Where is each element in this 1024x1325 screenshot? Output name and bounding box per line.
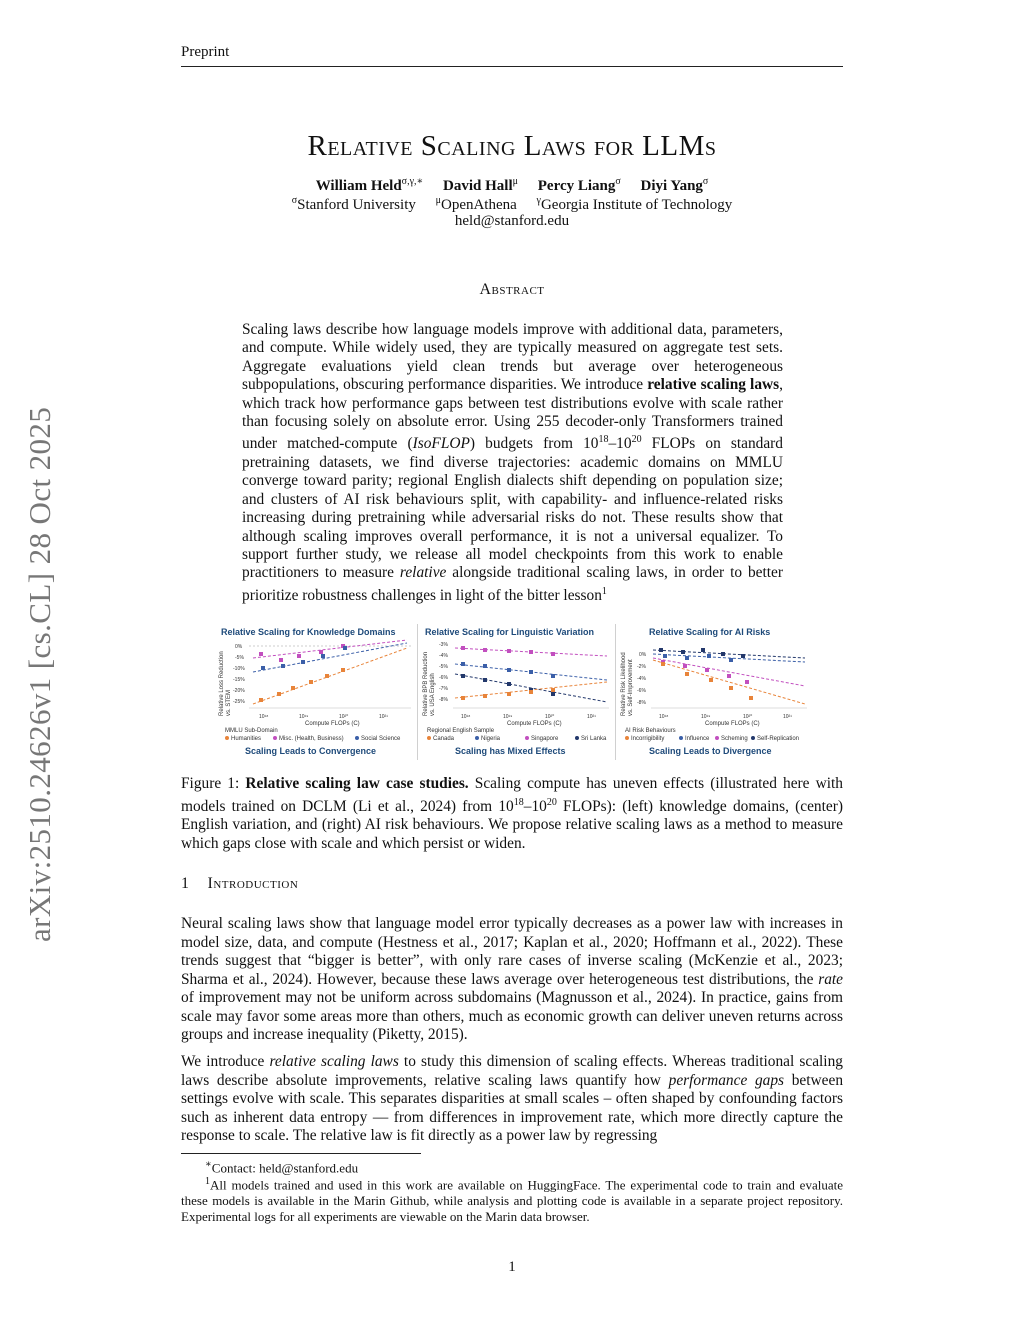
chart-ai-risks (615, 624, 810, 760)
y-tick: -15% (233, 677, 245, 683)
y-tick: -6% (637, 688, 646, 694)
y-tick: -2% (637, 664, 646, 670)
y-axis-label: Relative Loss Reduction (219, 651, 225, 716)
intro-paragraph-2: We introduce relative scaling laws to study this dimension of scaling effects. Whereas traditional scaling laws describe absolute improvements, relative scaling laws quantify how performance gaps between settings evolve with scale. This separates disparities at small scales – often shaped by confounding factors such as inherent data entropy — from differences in improvement rate, which more directly capture the response to scale. The relative law is fit directly as a power law by regressing (181, 1053, 844, 1144)
arxiv-stamp (14, 380, 58, 940)
author: Diyi Yang$^\sigma$ (640, 176, 709, 194)
affiliation-list (0, 195, 1024, 214)
x-tick: 10¹⁹ (299, 714, 309, 720)
affiliation: $^\gamma$Georgia Institute of Technology (536, 195, 733, 213)
legend-item: Incorrigibility (631, 736, 665, 742)
x-tick: 10¹⁸ (461, 714, 471, 720)
figure-1 (215, 624, 810, 760)
legend-item: Self-Replication (757, 736, 800, 742)
y-axis-label-2: vs. USA English (430, 673, 436, 716)
y-tick: -5% (439, 664, 448, 670)
legend-item: Social Science (361, 736, 401, 742)
affiliation: $^\sigma$Stanford University (291, 195, 416, 213)
x-tick: 10²¹ (783, 714, 792, 720)
x-tick: 10¹⁹ (701, 714, 711, 720)
y-tick: -4% (439, 653, 448, 659)
header-rule (181, 66, 843, 67)
y-tick: -6% (439, 675, 448, 681)
panel-footer: Scaling Leads to Convergence (245, 746, 377, 756)
panel-title: Relative Scaling for Linguistic Variation (425, 627, 595, 637)
y-tick: -8% (637, 700, 646, 706)
legend-item: Humanities (231, 736, 262, 742)
legend-item: Singapore (531, 736, 559, 742)
x-tick: 10²¹ (587, 714, 596, 720)
x-tick: 10¹⁸ (659, 714, 669, 720)
y-tick: -4% (637, 676, 646, 682)
x-axis-label: Compute FLOPs (C) (705, 721, 760, 727)
panel-footer: Scaling Leads to Divergence (649, 746, 772, 756)
legend-title: MMLU Sub-Domain (225, 728, 278, 734)
running-head: Preprint (181, 44, 230, 60)
legend-item: Misc. (Health, Business) (279, 736, 344, 742)
author-list (0, 176, 1024, 195)
legend-title: AI Risk Behaviours (625, 728, 676, 734)
y-tick: 0% (639, 652, 647, 658)
y-tick: -5% (235, 655, 244, 661)
x-axis-label: Compute FLOPs (C) (305, 721, 360, 727)
y-axis-label-2: vs. STEM (226, 689, 232, 716)
x-axis-label: Compute FLOPs (C) (507, 721, 562, 727)
contact-email: held@stanford.edu (454, 213, 570, 229)
legend-item: Canada (433, 736, 455, 742)
x-tick: 10²⁰ (743, 714, 753, 720)
affiliation: $^\mu$OpenAthena (435, 195, 517, 213)
abstract-body: Scaling laws describe how language models improve with additional data, parameters, and compute. While widely used, they are typically measured on aggregate test sets. Aggregate evaluations yield clean trends but average over heterogeneous subpopulations, obscuring performance disparities. We introduce relative scaling laws, which track how performance gaps between test distributions evolve with scale rather than focusing solely on absolute error. Using 255 decoder-only Transformers trained under matched-compute (IsoFLOP) budgets from $10^{18}-10^{20}$ FLOPs on standard pretraining datasets, we find diverse trajectories: academic domains on MMLU converge toward parity; regional English dialects shift depending on population size; and clusters of AI risk behaviours split, with capability- and influence-related risks increasing during pretraining while adversarial risks do not. These results show that although scaling improves overall performance, it is not a universal equalizer. To support further study, we release all model checkpoints from this work to enable practitioners to measure relative alongside traditional scaling laws, in order to better prioritize robustness challenges in light of the bitter lesson$^1$ (242, 321, 784, 604)
chart-linguistic-variation (417, 624, 613, 760)
x-tick: 10²⁰ (545, 714, 555, 720)
x-tick: 10¹⁹ (503, 714, 513, 720)
page-number: 1 (508, 1259, 516, 1275)
x-tick: 10²¹ (379, 714, 388, 720)
legend-item: Scheming (721, 736, 748, 742)
y-tick: -8% (439, 697, 448, 703)
y-axis-label-2: vs. Self-Improvement (628, 659, 634, 716)
author: Percy Liang$^\sigma$ (537, 176, 621, 194)
figure-caption: Figure 1: Relative scaling law case studies. Scaling compute has uneven effects (illustrated here with models trained on DCLM (Li et al., 2024) from $10^{18}-10^{20}$ FLOPs): (left) knowledge domains, (center) English variation, and (right) AI risk behaviours. We propose relative scaling laws as a method to measure which gaps close with scale and which persist or widen. (181, 775, 843, 852)
author: David Hall$^\mu$ (443, 176, 519, 194)
chart-knowledge-domains (215, 624, 415, 760)
panel-title: Relative Scaling for AI Risks (649, 627, 771, 637)
x-tick: 10¹⁸ (259, 714, 269, 720)
footnote-1: $^1$All models trained and used in this work are available on HuggingFace. The experimental code to train and evaluate these models is available in the Marin Github, while analysis and plotting code is available in a separate project repository. Experimental logs for all experiments are viewable on the Marin data browser. (181, 1176, 843, 1225)
y-axis-label: Relative Risk Likelihood (621, 652, 627, 716)
legend-item: Nigeria (481, 736, 501, 742)
intro-paragraph-1: Neural scaling laws show that language model error typically decreases as a power law with increases in model size, data, and compute (Hestness et al., 2017; Kaplan et al., 2020; Hoffmann et al., 2022). These trends suggest that “bigger is better”, with only rare cases of inverse scaling (McKenzie et al., 2023; Sharma et al., 2024). However, because these laws average over heterogeneous test distributions, the rate of improvement may not be uniform across subdomains (Magnusson et al., 2024). In practice, gains from scale may favor some areas more than others, much as economic growth can deliver uneven returns across groups and increase inequality (Piketty, 2015). (181, 915, 843, 1043)
author: William Held$^{\sigma,\gamma,∗}$ (315, 176, 424, 194)
legend-item: Sri Lanka (581, 736, 607, 742)
legend-item: Influence (685, 736, 710, 742)
section-heading: 1 Introduction (181, 875, 299, 892)
legend-title: Regional English Sample (427, 728, 495, 734)
y-tick: 0% (235, 644, 243, 650)
y-tick: -10% (233, 666, 245, 672)
y-tick: -3% (439, 642, 448, 648)
y-tick: -7% (439, 686, 448, 692)
footnote-contact: ∗Contact: held@stanford.edu (205, 1159, 359, 1176)
footnote-rule (181, 1153, 421, 1154)
y-tick: -25% (233, 699, 245, 705)
y-tick: -20% (233, 688, 245, 694)
paper-title: Relative Scaling Laws for LLMs (307, 130, 717, 162)
panel-title: Relative Scaling for Knowledge Domains (221, 627, 396, 637)
arxiv-stamp-text: arXiv:2510.24626v1 [cs.CL] 28 Oct 2025 (22, 406, 57, 942)
abstract-heading: Abstract (479, 281, 545, 298)
y-axis-label: Relative BPB Reduction (423, 651, 429, 716)
x-tick: 10²⁰ (339, 714, 349, 720)
panel-footer: Scaling has Mixed Effects (455, 746, 566, 756)
